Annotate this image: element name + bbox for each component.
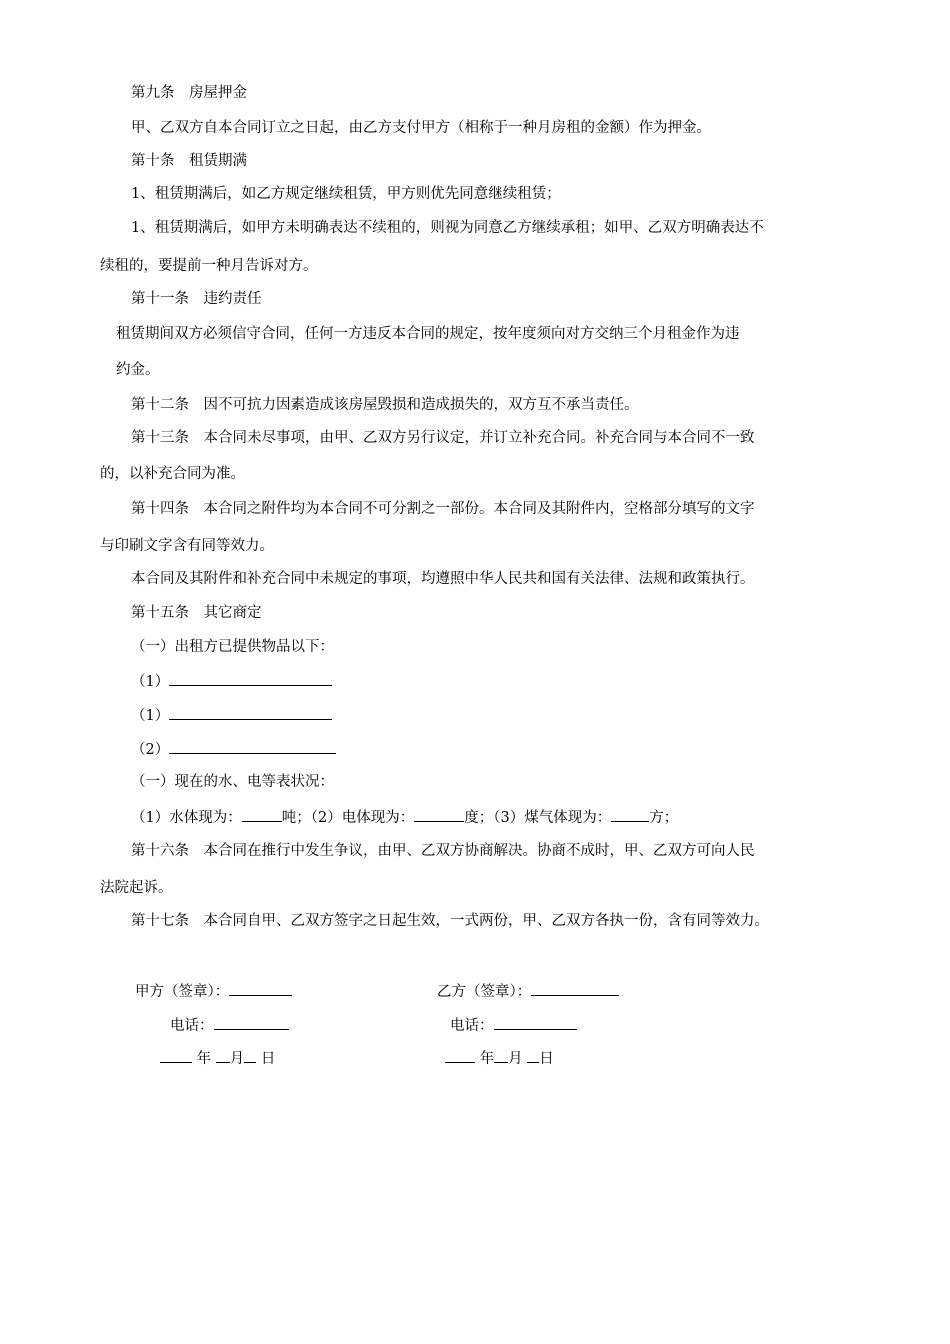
party-a-label: 甲方（签章）： [135, 984, 230, 1000]
month-blank[interactable] [216, 1047, 230, 1063]
month-label: 月 [508, 1051, 523, 1067]
item-line [131, 670, 332, 692]
article-10-item-1: 1、租赁期满后，如乙方规定继续租赁，甲方则优先同意继续租赁； [131, 186, 561, 202]
meter-status-heading: （一）现在的水、电等表状况： [131, 774, 334, 790]
month-blank[interactable] [494, 1047, 508, 1063]
water-blank[interactable] [242, 806, 282, 822]
party-b-label: 乙方（签章）： [437, 984, 532, 1000]
article-10-item-2-cont: 续租的，要提前一种月告诉对方。 [100, 258, 318, 274]
blank-field[interactable] [169, 704, 332, 720]
day-blank[interactable] [244, 1047, 256, 1063]
article-9-heading: 第九条 房屋押金 [131, 85, 247, 101]
gas-unit: 方； [649, 810, 679, 826]
electricity-label: 吨；（2）电体现为： [281, 810, 415, 826]
item-number: （1） [131, 708, 170, 724]
party-a-phone [170, 1014, 289, 1036]
article-11-text-cont: 约金。 [116, 362, 160, 378]
item-number: （2） [131, 742, 170, 758]
year-label: 年 [196, 1051, 212, 1067]
article-17: 第十七条 本合同自甲、乙双方签字之日起生效，一式两份，甲、乙双方各执一份，含有同等效力。 [131, 913, 769, 929]
article-15-heading: 第十五条 其它商定 [131, 605, 262, 621]
article-11-text: 租赁期间双方必须信守合同，任何一方违反本合同的规定，按年度须向对方交纳三个月租金作为违 [116, 326, 740, 342]
party-b-signature-blank[interactable] [531, 980, 619, 996]
month-label: 月 [229, 1051, 245, 1067]
day-label: 日 [260, 1051, 276, 1067]
phone-label: 电话： [450, 1018, 494, 1034]
party-b-phone-blank[interactable] [494, 1014, 577, 1030]
party-a-signature [135, 980, 292, 1002]
day-label: 日 [539, 1051, 554, 1067]
item-number: （1） [131, 674, 170, 690]
item-line [131, 738, 336, 760]
article-13-cont: 的，以补充合同为准。 [100, 466, 245, 482]
article-10-heading: 第十条 租赁期满 [131, 153, 247, 169]
article-9-text: 甲、乙双方自本合同订立之日起，由乙方支付甲方（相称于一种月房租的金额）作为押金。 [131, 120, 711, 136]
electricity-blank[interactable] [414, 806, 464, 822]
party-b-signature [437, 980, 619, 1002]
party-b-date [445, 1047, 554, 1069]
article-14: 第十四条 本合同之附件均为本合同不可分割之一部份。本合同及其附件内，空格部分填写的文字 [131, 501, 755, 517]
blank-field[interactable] [169, 738, 336, 754]
article-13: 第十三条 本合同未尽事项，由甲、乙双方另行议定，并订立补充合同。补充合同与本合同不一致 [131, 430, 755, 446]
items-provided-heading: （一）出租方已提供物品以下： [131, 639, 334, 655]
year-label: 年 [479, 1051, 495, 1067]
party-a-phone-blank[interactable] [214, 1014, 289, 1030]
blank-field[interactable] [169, 670, 332, 686]
article-11-heading: 第十一条 违约责任 [131, 291, 262, 307]
article-16: 第十六条 本合同在推行中发生争议，由甲、乙双方协商解决。协商不成时，甲、乙双方可向人民 [131, 843, 755, 859]
supplementary-clause: 本合同及其附件和补充合同中未规定的事项，均遵照中华人民共和国有关法律、法规和政策执行。 [131, 571, 755, 587]
phone-label: 电话： [170, 1018, 214, 1034]
article-10-item-2: 1、租赁期满后，如甲方未明确表达不续租的，则视为同意乙方继续承租；如甲、乙双方明确表达不 [131, 220, 764, 236]
article-16-cont: 法院起诉。 [100, 880, 173, 896]
year-blank[interactable] [160, 1047, 192, 1063]
year-blank[interactable] [445, 1047, 475, 1063]
party-b-phone [450, 1014, 577, 1036]
party-a-signature-blank[interactable] [229, 980, 292, 996]
water-label: （1）水体现为： [131, 810, 242, 826]
gas-blank[interactable] [611, 806, 649, 822]
gas-label: 度；（3）煤气体现为： [464, 810, 612, 826]
article-14-cont: 与印刷文字含有同等效力。 [100, 538, 274, 554]
party-a-date [160, 1047, 275, 1069]
article-12: 第十二条 因不可抗力因素造成该房屋毁损和造成损失的，双方互不承当责任。 [131, 397, 639, 413]
item-line [131, 704, 332, 726]
day-blank[interactable] [527, 1047, 539, 1063]
meter-readings-line [131, 806, 678, 828]
